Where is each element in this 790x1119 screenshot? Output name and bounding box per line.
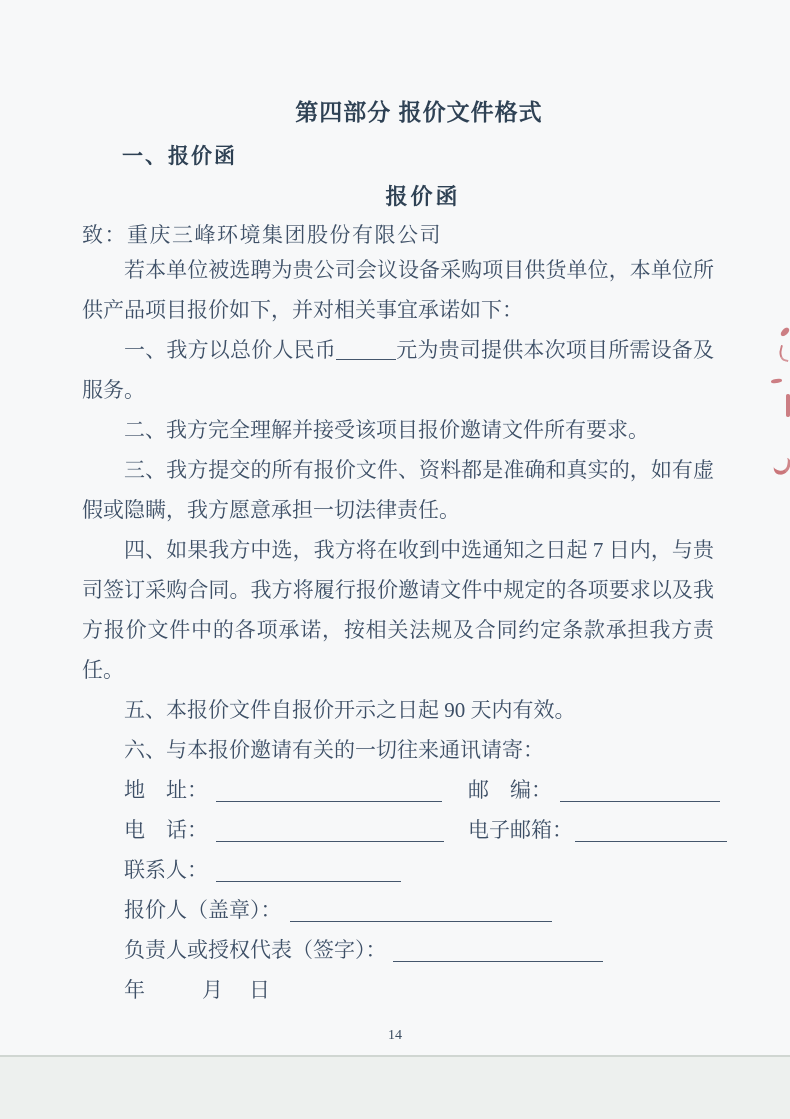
red-ink-mark (773, 456, 790, 477)
phone-label: 电 话： (124, 818, 208, 842)
bidder-seal-row (82, 890, 714, 930)
commitment-item-2: 二、我方完全理解并接受该项目报价邀请文件所有要求。 (124, 418, 649, 442)
red-ink-mark (777, 345, 790, 362)
commitment-item-3: 三、我方提交的所有报价文件、资料都是准确和真实的，如有虚假或隐瞒，我方愿意承担一切法律责任。 (82, 458, 714, 522)
red-ink-mark (771, 378, 782, 383)
red-ink-mark (780, 326, 790, 338)
intro-paragraph: 若本单位被选聘为贵公司会议设备采购项目供货单位，本单位所供产品项目报价如下，并对相关事宜承诺如下： (82, 258, 714, 322)
address-blank-line (216, 779, 442, 802)
letter-title: 报价函 (385, 184, 461, 209)
contact-person-blank-line (216, 859, 401, 882)
date-year-label: 年 (124, 978, 145, 1002)
salutation-line: 致：重庆三峰环境集团股份有限公司 (82, 223, 442, 247)
red-ink-mark (786, 394, 790, 417)
phone-blank-line (216, 819, 444, 842)
document-title: 第四部分 报价文件格式 (295, 99, 543, 125)
price-text-suffix: 元为贵司提供本次项目所需设备及服务。 (82, 338, 714, 402)
representative-signature-row (82, 930, 714, 970)
date-month-label: 月 (202, 978, 223, 1002)
price-commitment-paragraph (82, 330, 714, 410)
commitment-item-5: 五、本报价文件自报价开示之日起 90 天内有效。 (124, 698, 576, 722)
section-heading: 一、报价函 (122, 145, 237, 168)
contact-person-label: 联系人： (124, 858, 208, 882)
postcode-label: 邮 编： (468, 778, 552, 802)
date-day-label: 日 (249, 978, 270, 1002)
letter-body (82, 250, 714, 1010)
scan-background-band (0, 1057, 790, 1119)
address-label: 地 址： (124, 778, 208, 802)
bidder-seal-blank-line (290, 899, 552, 922)
price-text-prefix: 一、我方以总价人民币 (124, 338, 336, 362)
representative-signature-blank-line (393, 939, 603, 962)
postcode-blank-line (560, 779, 720, 802)
address-postcode-row (82, 770, 714, 810)
email-label: 电子邮箱： (468, 818, 573, 842)
page-number: 14 (388, 1028, 402, 1043)
representative-signature-label: 负责人或授权代表（签字）： (124, 938, 387, 962)
commitment-item-6: 六、与本报价邀请有关的一切往来通讯请寄： (124, 738, 544, 762)
phone-email-row (82, 810, 714, 850)
date-row (82, 970, 714, 1010)
contact-person-row (82, 850, 714, 890)
bidder-seal-label: 报价人（盖章）： (124, 898, 282, 922)
commitment-item-4: 四、如果我方中选，我方将在收到中选通知之日起 7 日内，与贵司签订采购合同。我方将履行报价邀请文件中规定的各项要求以及我方报价文件中的各项承诺，按相关法规及合同约定条款承担我方责任。 (82, 538, 714, 682)
email-blank-line (575, 819, 727, 842)
price-blank-line (336, 339, 396, 360)
